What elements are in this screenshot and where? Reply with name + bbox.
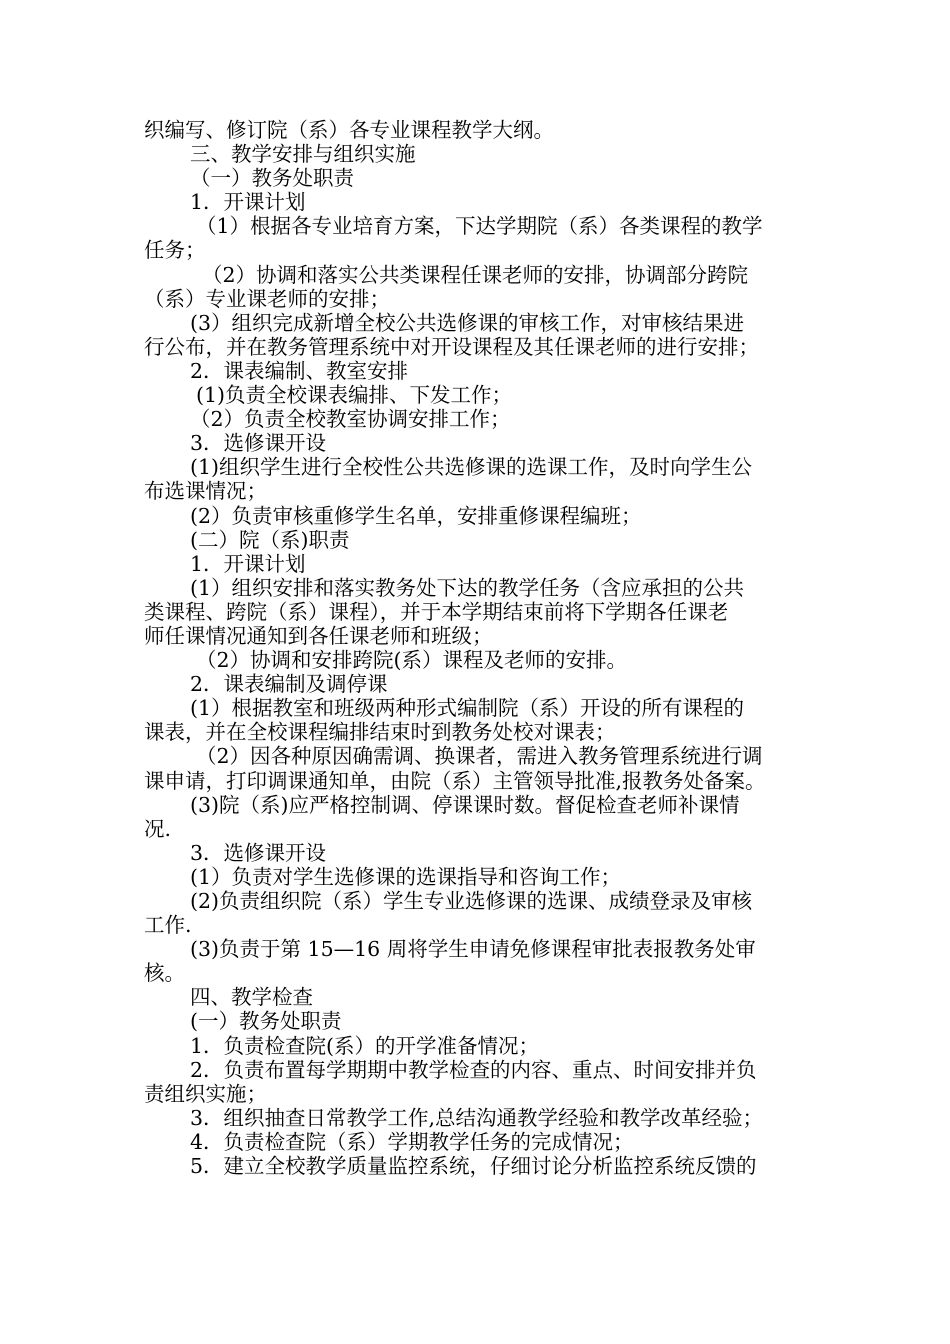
text-line: (二）院（系)职责: [190, 527, 350, 552]
text-line: 四、教学检查: [190, 985, 313, 1010]
text-line: (2)负责组织院（系）学生专业选修课的选课、成绩登录及审核: [190, 889, 753, 913]
text-line: (1）组织安排和落实教务处下达的教学任务（含应承担的公共: [190, 575, 745, 600]
text-line: 师任课情况通知到各任课老师和班级；: [144, 623, 493, 648]
text-line: 1．负责检查院(系）的开学准备情况；: [190, 1033, 540, 1058]
text-line: (2）负责审核重修学生名单，安排重修课程编班；: [190, 503, 642, 528]
text-line: （一）教务处职责: [190, 166, 354, 191]
text-line: (1)负责全校课表编排、下发工作；: [196, 383, 513, 408]
text-line: 1．开课计划: [190, 190, 306, 215]
text-line: 3．选修课开设: [190, 431, 327, 456]
text-line: (3)院（系)应严格控制调、停课课时数。督促检查老师补课情: [190, 792, 740, 817]
text-line: (3）组织完成新增全校公共选修课的审核工作，对审核结果进: [190, 310, 745, 335]
text-line: （1）根据各专业培育方案，下达学期院（系）各类课程的教学: [196, 214, 763, 239]
text-line: 核。: [144, 961, 185, 986]
text-line: (1）负责对学生选修课的选课指导和咨询工作；: [190, 864, 622, 889]
text-line: 3．选修课开设: [190, 840, 327, 865]
text-line: 1．开课计划: [190, 551, 306, 576]
text-line: 布选课情况；: [144, 479, 267, 504]
text-line: 责组织实施；: [144, 1081, 267, 1106]
text-line: (1）根据教室和班级两种形式编制院（系）开设的所有课程的: [190, 696, 745, 721]
text-line: 行公布，并在教务管理系统中对开设课程及其任课老师的进行安排；: [144, 334, 759, 359]
text-line: 5．建立全校教学质量监控系统，仔细讨论分析监控系统反馈的: [190, 1154, 757, 1179]
text-line: 况.: [144, 816, 172, 841]
text-line: （2）负责全校教室协调安排工作；: [190, 407, 511, 432]
text-line: （系）专业课老师的安排；: [144, 286, 390, 311]
text-line: 4．负责检查院（系）学期教学任务的完成情况；: [190, 1129, 634, 1154]
text-line: 三、教学安排与组织实施: [190, 142, 416, 167]
text-line: 3．组织抽查日常教学工作,总结沟通教学经验和教学改革经验；: [190, 1105, 764, 1130]
text-line: 任务；: [144, 238, 206, 263]
text-line: 类课程、跨院（系）课程），并于本学期结束前将下学期各任课老: [144, 599, 729, 624]
text-line: （2）协调和安排跨院(系）课程及老师的安排。: [196, 648, 628, 673]
document-body: [144, 118, 810, 1178]
text-line: （2）因各种原因确需调、换课者，需进入教务管理系统进行调: [196, 744, 763, 769]
text-line: (3)负责于第 15—16 周将学生申请免修课程审批表报教务处审: [190, 937, 756, 962]
text-line: 2．负责布置每学期期中教学检查的内容、重点、时间安排并负: [190, 1057, 757, 1082]
text-line: 课表，并在全校课程编排结束时到教务处校对课表；: [144, 720, 616, 745]
text-line: 2．课表编制、教室安排: [190, 358, 409, 383]
text-line: (1)组织学生进行全校性公共选修课的选课工作，及时向学生公: [190, 455, 753, 480]
text-line: （2）协调和落实公共类课程任课老师的安排，协调部分跨院: [202, 262, 749, 287]
text-line: (一）教务处职责: [190, 1009, 342, 1034]
text-line: 2．课表编制及调停课: [190, 672, 388, 697]
text-line: 织编写、修订院（系）各专业课程教学大纲。: [144, 118, 554, 142]
text-line: 课申请，打印调课通知单，由院（系）主管领导批准,报教务处备案。: [144, 768, 766, 793]
text-line: 工作.: [144, 913, 192, 938]
